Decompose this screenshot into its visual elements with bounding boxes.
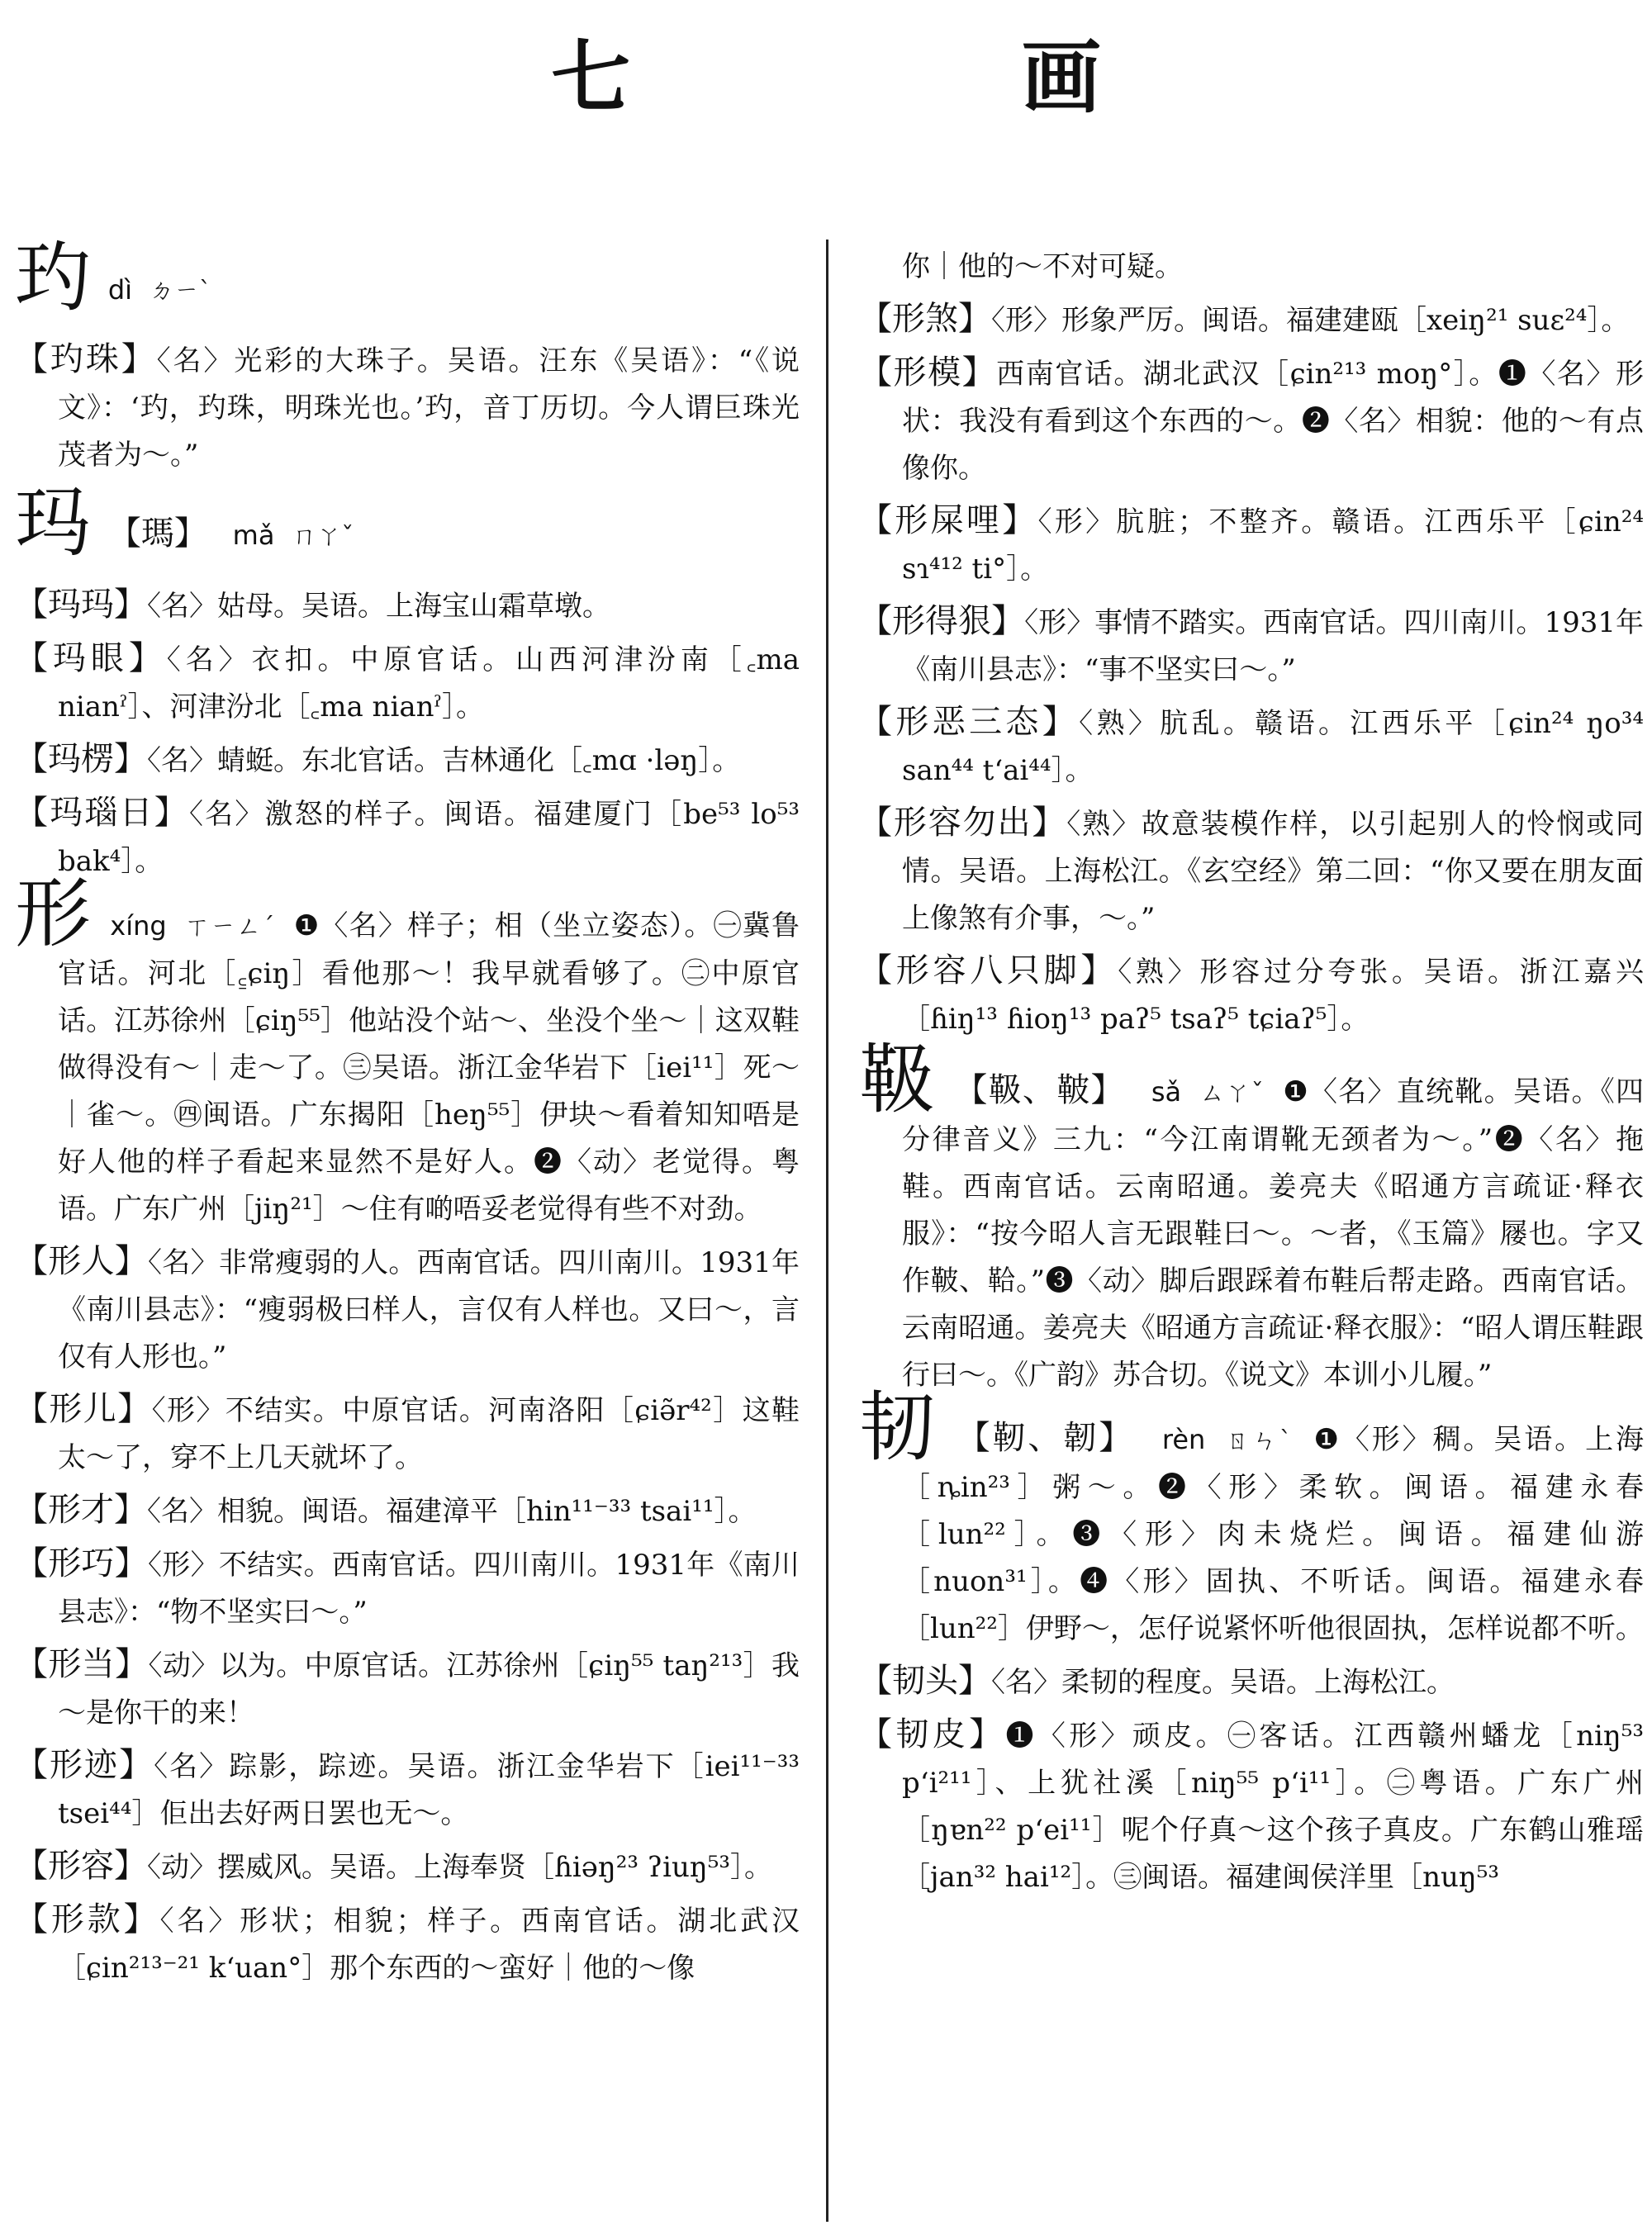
pinyin: mǎ	[232, 520, 275, 551]
entry-term: 【形模】	[859, 353, 997, 391]
headword-entry	[15, 479, 800, 576]
dictionary-entry	[15, 1540, 800, 1636]
entry-text: 〈形〉形象严厉。闽语。福建建瓯［xeiŋ²¹ suɛ²⁴］。	[991, 304, 1630, 337]
entry-continuation: 你｜他的～不对可疑。	[902, 250, 1183, 283]
page-title: 七 画	[551, 31, 1283, 124]
dictionary-entry	[15, 1843, 800, 1891]
headword-entry	[859, 1383, 1644, 1653]
entry-term: 【玛楞】	[15, 740, 147, 778]
entry-text: 〈熟〉形容过分夸张。吴语。浙江嘉兴［ɦiŋ¹³ ɦioŋ¹³ paʔ⁵ tsaʔ⁵ tɕiaʔ⁵］。	[902, 956, 1645, 1036]
headword-entry	[15, 870, 800, 1233]
zhuyin: ㄖㄣˋ	[1225, 1426, 1294, 1455]
headword: 靸	[859, 1036, 937, 1124]
headword-entry	[859, 1036, 1645, 1399]
entry-term: 【形当】	[15, 1645, 149, 1683]
entry-term: 【形人】	[15, 1242, 149, 1280]
dictionary-entry	[859, 1711, 1644, 1901]
entry-term: 【玓珠】	[15, 340, 157, 378]
pinyin: dì	[107, 274, 133, 306]
dictionary-entry	[859, 947, 1644, 1043]
zhuyin: ㄙㄚˇ	[1199, 1079, 1265, 1108]
headword: 韧	[859, 1383, 938, 1472]
headword-definition: ❶〈名〉样子；相（坐立姿态）。㊀冀鲁官话。河北［꜁ɕiŋ］看他那～！我早就看够了。㊁中原官话。江苏徐州［ɕiŋ⁵⁵］他站没个站～、坐没个坐～｜这双鞋做得没有～｜走～了。㊂吴语。浙江金华岩下［iei¹¹］死～｜雀～。㊃闽语。广东揭阳［heŋ⁵⁵］伊块～看着知知唔是好人他的样子看起来显然不是好人。❷〈动〉老觉得。粤语。广东广州［jiŋ²¹］～住有啲唔妥老觉得有些不对劲。	[58, 909, 800, 1226]
entry-term: 【形迹】	[15, 1746, 154, 1784]
entry-text: 西南官话。湖北武汉［ɕin²¹³ moŋ°］。❶〈名〉形状：我没有看到这个东西的～。❷〈名〉相貌：他的～有点像你。	[902, 358, 1645, 485]
dictionary-entry	[859, 349, 1644, 492]
entry-text: 〈名〉非常瘦弱的人。西南官话。四川南川。1931年《南川县志》：“瘦弱极曰样人，言仅有人样也。又曰～，言仅有人形也。”	[58, 1246, 800, 1374]
entry-term: 【形才】	[15, 1491, 147, 1529]
entry-text: 〈名〉踪影，踪迹。吴语。浙江金华岩下［iei¹¹⁻³³ tsei⁴⁴］佢出去好两日罢也无～。	[58, 1750, 800, 1830]
entry-term: 【玛眼】	[15, 639, 167, 677]
dictionary-entry	[15, 635, 800, 731]
headword: 玓	[15, 234, 92, 322]
entry-term: 【形恶三态】	[859, 703, 1080, 741]
entry-term: 【韧头】	[859, 1662, 991, 1700]
entry-text: 〈名〉柔韧的程度。吴语。上海松江。	[991, 1666, 1455, 1699]
headword: 形	[15, 870, 93, 958]
entry-term: 【形容八只脚】	[859, 951, 1118, 989]
entry-text: 〈名〉蜻蜓。东北官话。吉林通化［꜀mɑ ·ləŋ］。	[147, 744, 741, 777]
dictionary-entry	[15, 581, 800, 630]
entry-text: ❶〈形〉顽皮。㊀客话。江西赣州蟠龙［niŋ⁵³ p‘i²¹¹］、上犹社溪［niŋ⁵⁵ p‘i¹¹］。㊁粤语。广东广州［ŋɐn²² p‘ei¹¹］呢个仔真～这个孩子真皮。广东鹤山雅瑶［jan³² hai¹²］。㊂闽语。福建闽侯洋里［nuŋ⁵³	[902, 1720, 1644, 1894]
dictionary-entry	[15, 736, 800, 785]
dictionary-entry	[15, 1742, 800, 1838]
dictionary-entry	[15, 1386, 800, 1482]
entry-text: 〈形〉不结实。西南官话。四川南川。1931年《南川县志》：“物不坚实曰～。”	[58, 1549, 800, 1629]
entry-term: 【形巧】	[15, 1544, 149, 1582]
dictionary-entry	[859, 296, 1644, 344]
entry-text: 〈名〉相貌。闽语。福建漳平［hin¹¹⁻³³ tsai¹¹］。	[147, 1495, 757, 1528]
entry-term: 【形煞】	[859, 300, 991, 338]
zhuyin: ㄇㄚˇ	[292, 522, 354, 551]
left-column	[15, 235, 800, 1997]
entry-term: 【形屎哩】	[859, 501, 1038, 539]
column-divider	[826, 240, 828, 2222]
headword-variant: 【瑪】	[107, 515, 207, 553]
entry-term: 【玛玛】	[15, 586, 147, 624]
entry-text: 〈名〉衣扣。中原官话。山西河津汾南［꜀ma nianˀ］、河津汾北［꜀ma nianˀ］。	[58, 643, 800, 724]
zhuyin: ㄉㄧˋ	[149, 277, 211, 306]
entry-term: 【韧皮】	[859, 1715, 1006, 1753]
headword-variant: 【靭、韌】	[957, 1419, 1135, 1457]
dictionary-entry	[859, 799, 1644, 942]
dictionary-entry	[15, 1896, 800, 1992]
entry-text: 〈形〉不结实。中原官话。河南洛阳［ɕiə̃r⁴²］这鞋太～了，穿不上几天就坏了。	[58, 1394, 800, 1474]
entry-text: 〈名〉光彩的大珠子。吴语。汪东《吴语》：“《说文》：‘玓，玓珠，明珠光也。’玓，音丁历切。今人谓巨珠光茂者为～。”	[58, 344, 800, 472]
pinyin: rèn	[1161, 1424, 1206, 1455]
headword-variant: 【靸、鞁】	[954, 1071, 1125, 1109]
entry-text: 〈名〉激怒的样子。闽语。福建厦门［be⁵³ lo⁵³ bak⁴］。	[58, 798, 800, 878]
dictionary-entry	[859, 497, 1644, 593]
entry-term: 【形容】	[15, 1847, 147, 1885]
entry-text: 〈动〉以为。中原官话。江苏徐州［ɕiŋ⁵⁵ taŋ²¹³］我～是你干的来！	[58, 1649, 800, 1729]
dictionary-entry	[15, 790, 800, 885]
entry-text: 〈形〉肮脏；不整齐。赣语。江西乐平［ɕin²⁴ sɿ⁴¹² ti°］。	[902, 505, 1645, 586]
dictionary-entry	[15, 1238, 800, 1381]
entry-term: 【形儿】	[15, 1390, 152, 1428]
dictionary-entry	[859, 598, 1644, 694]
dictionary-entry	[15, 1641, 800, 1737]
entry-term: 【形得狠】	[859, 602, 1025, 640]
entry-text: 〈形〉事情不踏实。西南官话。四川南川。1931年《南川县志》：“事不坚实曰～。”	[902, 606, 1644, 686]
headword-definition: ❶〈形〉稠。吴语。上海［ȵin²³］粥～。❷〈形〉柔软。闽语。福建永春［lun²²］。❸〈形〉肉未烧烂。闽语。福建仙游［nuon³¹］。❹〈形〉固执、不听话。闽语。福建永春［lun²²］伊野～，怎仔说紧怀听他很固执，怎样说都不听。	[902, 1423, 1644, 1645]
headword-definition: ❶〈名〉直统靴。吴语。《四分律音义》三九：“今江南谓靴无颈者为～。”❷〈名〉拖鞋。西南官话。云南昭通。姜亮夫《昭通方言疏证·释衣服》：“按今昭人言无跟鞋曰～。～者，《玉篇》屦也。字又作鞁、鞈。”❸〈动〉脚后跟踩着布鞋后帮走路。西南官话。云南昭通。姜亮夫《昭通方言疏证·释衣服》：“昭人谓压鞋跟行曰～。《广韵》苏合切。《说文》本训小儿履。”	[902, 1075, 1645, 1392]
dictionary-entry	[15, 1487, 800, 1535]
right-column	[859, 235, 1644, 1906]
dictionary-entry	[15, 336, 800, 479]
entry-text: 〈名〉姑母。吴语。上海宝山霜草墩。	[147, 590, 610, 623]
entry-term: 【玛瑙日】	[15, 794, 189, 832]
headword: 玛	[15, 479, 92, 567]
entry-term: 【形容勿出】	[859, 804, 1067, 842]
pinyin: sǎ	[1151, 1076, 1182, 1108]
dictionary-entry	[859, 699, 1644, 795]
entry-term: 【形款】	[15, 1900, 160, 1938]
entry-text: 〈熟〉故意装模作样，以引起别人的怜悯或同情。吴语。上海松江。《玄空经》第二回：“你又要在朋友面上像煞有介事，～。”	[902, 808, 1644, 935]
entry-text: 〈名〉形状；相貌；样子。西南官话。湖北武汉［ɕin²¹³⁻²¹ k‘uan°］那个东西的～蛮好｜他的～像	[58, 1905, 800, 1985]
headword-entry	[15, 234, 800, 331]
entry-text: 〈熟〉肮乱。赣语。江西乐平［ɕin²⁴ ŋo³⁴ san⁴⁴ t‘ai⁴⁴］。	[902, 707, 1644, 787]
pinyin: xíng	[110, 910, 167, 942]
zhuyin: ㄒㄧㄥˊ	[184, 913, 276, 942]
entry-text: 〈动〉摆威风。吴语。上海奉贤［ɦiəŋ²³ ʔiuŋ⁵³］。	[147, 1851, 773, 1884]
dictionary-entry	[859, 1658, 1644, 1706]
